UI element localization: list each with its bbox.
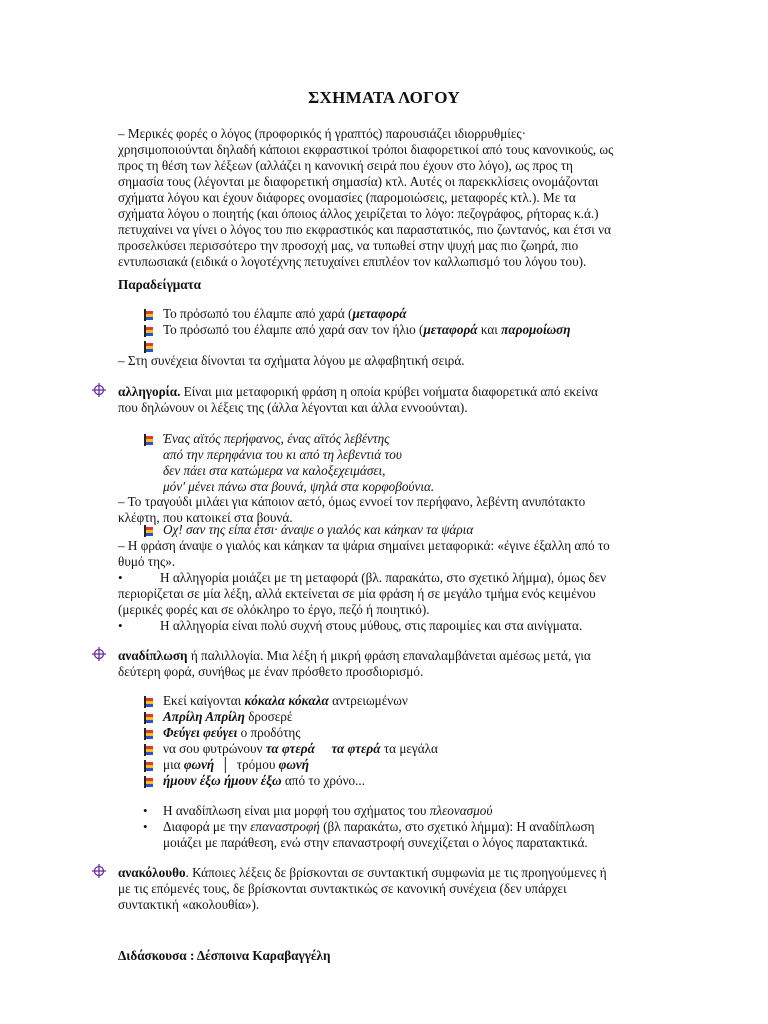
anadiplosis-example: μια φωνή │ τρόμου φωνή — [163, 757, 310, 772]
anadiplosis-definition-line2: δεύτερη φορά, συνήθως με έναν πρόσθετο προσδιορισμό. — [118, 664, 424, 679]
bullet-dot: • — [118, 618, 123, 633]
anadiplosis-example: να σου φυτρώνουν τα φτερά τα φτερά τα μεγάλα — [163, 741, 438, 756]
teacher-signature: Διδάσκουσα : Δέσποινα Καραβαγγέλη — [118, 948, 331, 963]
allegory-example-2: Οχ! σαν της είπα έτσι· άναψε ο γιαλός και κάηκαν τα ψάρια — [163, 522, 474, 537]
allegory-definition-line2: που δηλώνουν οι λέξεις της (άλλα λέγονται και άλλα εννοούνται). — [118, 400, 468, 415]
intro-line: – Μερικές φορές ο λόγος (προφορικός ή γραπτός) παρουσιάζει ιδιορρυθμίες· — [118, 126, 527, 141]
flag-bullet-icon — [143, 776, 153, 788]
example-1: Το πρόσωπό του έλαμπε από χαρά (μεταφορά — [163, 306, 407, 321]
alphabetical-note: – Στη συνέχεια δίνονται τα σχήματα λόγου με αλφαβητική σειρά. — [118, 353, 465, 368]
anadiplosis-bullet-1: Η αναδίπλωση είναι μια μορφή του σχήματος του πλεονασμού — [163, 803, 493, 818]
flag-bullet-icon — [143, 325, 153, 337]
anadiplosis-definition: αναδίπλωση ή παλιλλογία. Μια λέξη ή μικρή φράση επαναλαμβάνεται αμέσως μετά, για — [118, 648, 591, 663]
flag-bullet-icon — [143, 744, 153, 756]
flag-bullet-icon — [143, 309, 153, 321]
crosshair-bullet-icon — [92, 383, 106, 397]
allegory-bullet-2: Η αλληγορία είναι πολύ συχνή στους μύθους, στις παροιμίες και στα αινίγματα. — [160, 618, 583, 633]
anadiplosis-bullet-2-line2: μοιάζει με παράθεση, ενώ στην επαναστροφή συνεχίζεται ο λόγος παρατακτικά. — [163, 835, 588, 850]
crosshair-bullet-icon — [92, 647, 106, 661]
intro-line: σημασία τους (λέγονται με διαφορετική σημασία) κτλ. Αυτές οι παρεκκλίσεις ονομάζονται — [118, 174, 599, 189]
allegory-bullet-1-line2: περιορίζεται σε μία λέξη, αλλά εκτείνεται σε μία φράση ή σε μεγάλο τμήμα ενός κειμένου — [118, 586, 596, 601]
poem-line: δεν πάει στα κατώμερα να καλοξεχειμάσει, — [163, 463, 386, 478]
intro-line: σχήματα λόγου ο ποιητής (και όποιος άλλος χειρίζεται το λόγο: πεζογράφος, ρήτορας κ.ά.) — [118, 206, 599, 221]
allegory-explanation: – Η φράση άναψε ο γιαλός και κάηκαν τα ψάρια σημαίνει μεταφορικά: «έγινε έξαλλη από το — [118, 538, 610, 553]
anadiplosis-bullet-2: Διαφορά με την επαναστροφή (βλ παρακάτω, στο σχετικό λήμμα): Η αναδίπλωση — [163, 819, 595, 834]
anadiplosis-example: Φεύγει φεύγει ο προδότης — [163, 725, 301, 740]
anakolouthon-definition-line2: με τις επόμενές τους, δε βρίσκονται συντακτικώς σε κανονική συνέχεια (δεν υπάρχει — [118, 881, 567, 896]
intro-line: εντυπωσιακά (ειδικά ο λογοτέχνης πετυχαίνει επιπλέον τον καλλωπισμό του λόγου του). — [118, 254, 587, 269]
allegory-bullet-1: Η αλληγορία μοιάζει με τη μεταφορά (βλ. παρακάτω, στο σχετικό λήμμα), όμως δεν — [160, 570, 607, 585]
examples-heading: Παραδείγματα — [118, 277, 202, 292]
example-2: Το πρόσωπό του έλαμπε από χαρά σαν τον ήλιο (μεταφορά και παρομοίωση — [163, 322, 571, 337]
flag-bullet-icon — [143, 712, 153, 724]
page-title: ΣΧΗΜΑΤΑ ΛΟΓΟΥ — [308, 88, 460, 107]
intro-line: πετυχαίνει να γίνει ο λόγος του πιο εκφραστικός και παραστατικός, πιο ζωντανός, και έτσι να — [118, 222, 612, 237]
intro-line: προς τη θέση των λέξεων (αλλάζει η κανονική σειρά που έχουν στο λόγο), ως προς τη — [118, 158, 573, 173]
flag-bullet-icon — [143, 525, 153, 537]
anadiplosis-example: Απρίλη Απρίλη δροσερέ — [163, 709, 293, 724]
intro-line: σχήματα λόγου και έχουν διάφορες ονομασίες (παρομοιώσεις, μεταφορές κτλ.). Με τα — [118, 190, 576, 205]
bullet-dot: • — [118, 570, 123, 585]
allegory-bullet-1-line3: (μερικές φορές και σε ολόκληρο το έργο, πεζό ή ποιητικό). — [118, 602, 430, 617]
allegory-explanation: κλέφτη, που κατοικεί στα βουνά. — [118, 510, 293, 525]
anadiplosis-example: Εκεί καίγονται κόκαλα κόκαλα αντρειωμένων — [163, 693, 408, 708]
allegory-definition: αλληγορία. Είναι μια μεταφορική φράση η οποία κρύβει νοήματα διαφορετικά από εκείνα — [118, 384, 598, 399]
anakolouthon-definition-line3: συντακτική «ακολουθία»). — [118, 897, 260, 912]
bullet-dot: • — [143, 803, 148, 818]
allegory-explanation: θυμό της». — [118, 554, 176, 569]
intro-line: προσελκύσει περισσότερο την προσοχή μας, να τυπωθεί στην ψυχή μας πιο ζωηρά, πιο — [118, 238, 579, 253]
flag-bullet-icon — [143, 728, 153, 740]
intro-line: χρησιμοποιούνται δηλαδή κάποιοι εκφραστικοί τρόποι διαφορετικοί από τους κανονικούς, ως — [118, 142, 614, 157]
crosshair-bullet-icon — [92, 864, 106, 878]
flag-bullet-icon — [143, 696, 153, 708]
flag-bullet-icon — [143, 760, 153, 772]
allegory-explanation: – Το τραγούδι μιλάει για κάποιον αετό, όμως εννοεί τον περήφανο, λεβέντη ανυπότακτο — [118, 494, 586, 509]
flag-bullet-icon — [143, 434, 153, 446]
poem-line: Ένας αϊτός περήφανος, ένας αϊτός λεβέντης — [163, 431, 390, 446]
anakolouthon-definition: ανακόλουθο. Κάποιες λέξεις δε βρίσκονται σε συντακτική συμφωνία με τις προηγούμενες ή — [118, 865, 607, 880]
anadiplosis-example: ήμουν έξω ήμουν έξω από το χρόνο... — [163, 773, 366, 788]
bullet-dot: • — [143, 819, 148, 834]
poem-line: από την περηφάνια του κι από τη λεβεντιά του — [163, 447, 402, 462]
poem-line: μόν' μένει πάνω στα βουνά, ψηλά στα κορφοβούνια. — [163, 479, 435, 494]
